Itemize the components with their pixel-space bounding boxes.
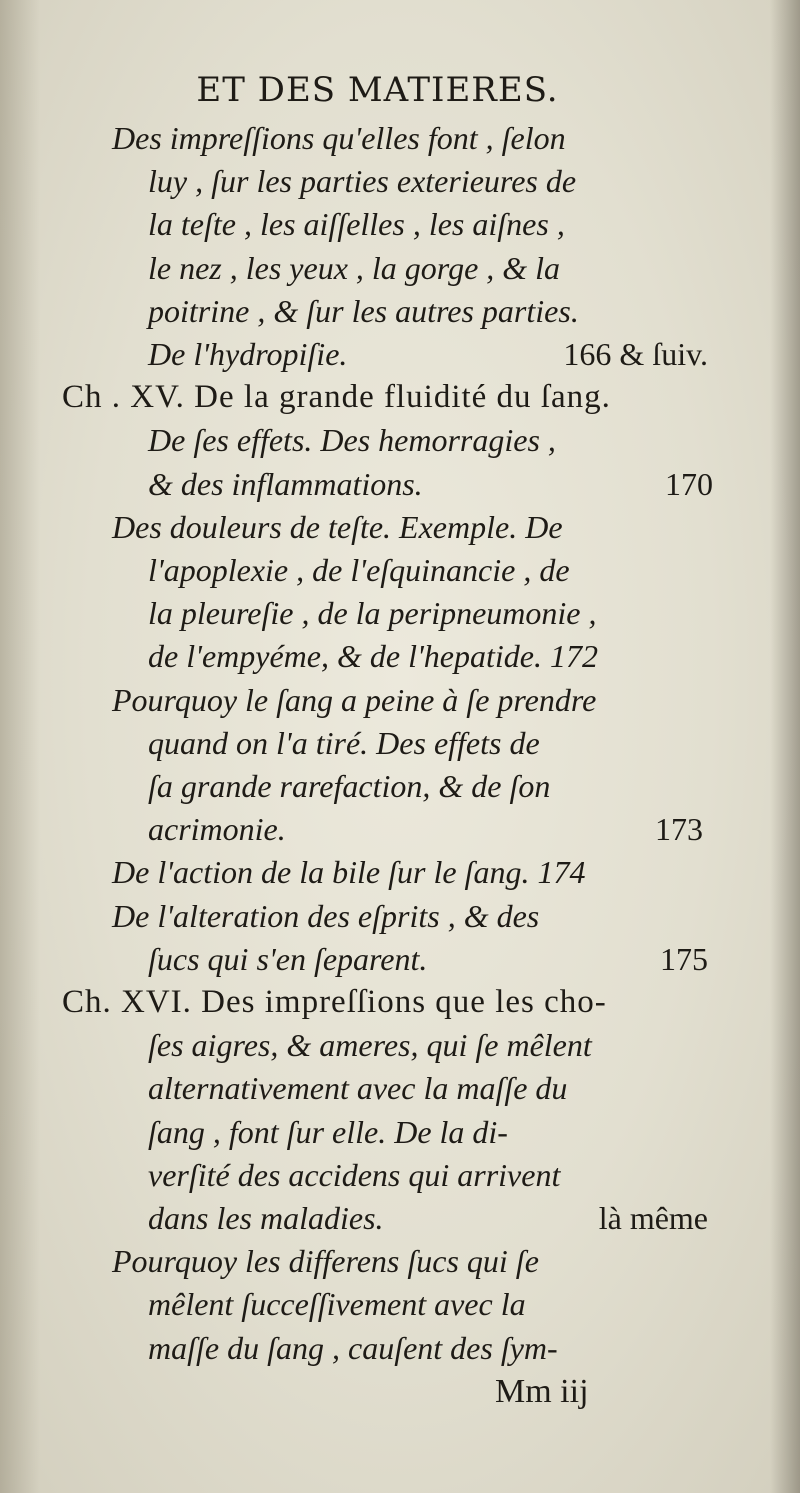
index-line: maſſe du ſang , cauſent des ſym- bbox=[148, 1329, 558, 1366]
index-line: poitrine , & ſur les autres parties. bbox=[148, 292, 579, 329]
index-line: Des douleurs de teſte. Exemple. De bbox=[112, 508, 563, 545]
index-line: quand on l'a tiré. Des effets de bbox=[148, 724, 540, 761]
page-number: là même bbox=[598, 1200, 708, 1236]
index-line: luy , ſur les parties exterieures de bbox=[148, 163, 577, 200]
index-line: De l'hydropiſie. 166 & ſuiv. bbox=[148, 336, 708, 372]
index-line: de l'empyéme, & de l'hepatide. 172 bbox=[148, 638, 598, 675]
index-line: De l'action de la bile ſur le ſang. 174 bbox=[112, 854, 586, 891]
index-line: Des impreſſions qu'elles font , ſelon bbox=[112, 120, 566, 156]
page-edge-shadow-left bbox=[0, 0, 40, 1493]
index-line: la pleureſie , de la peripneumonie , bbox=[148, 595, 597, 632]
page-number: 166 & ſuiv. bbox=[563, 336, 708, 372]
page-number: 175 bbox=[660, 940, 708, 977]
index-line: De ſes effets. Des hemorragies , bbox=[148, 422, 556, 459]
running-header: ET DES MATIERES. bbox=[196, 70, 559, 110]
page-number: 173 bbox=[655, 811, 703, 848]
page-number: 170 bbox=[665, 465, 713, 502]
index-line: acrimonie. 173 bbox=[148, 811, 703, 848]
index-line: Pourquoy le ſang a peine à ſe prendre bbox=[112, 681, 597, 718]
index-line: alternativement avec la maſſe du bbox=[148, 1070, 568, 1107]
index-line: Pourquoy les differens ſucs qui ſe bbox=[112, 1243, 539, 1280]
index-line: & des inflammations. 170 bbox=[148, 465, 713, 502]
chapter-heading-xvi: Ch. XVI. Des impreſſions que les cho- bbox=[62, 984, 607, 1020]
index-line: ſes aigres, & ameres, qui ſe mêlent bbox=[148, 1027, 592, 1064]
index-line: verſité des accidens qui arrivent bbox=[148, 1156, 561, 1193]
index-line: ſang , font ſur elle. De la di- bbox=[148, 1113, 508, 1150]
index-line: le nez , les yeux , la gorge , & la bbox=[148, 249, 561, 286]
index-line: ſa grande rarefaction, & de ſon bbox=[148, 768, 551, 804]
page-edge-shadow-right bbox=[770, 0, 800, 1493]
index-line: l'apoplexie , de l'eſquinancie , de bbox=[148, 552, 570, 588]
index-line: la teſte , les aiſſelles , les aiſnes , bbox=[148, 206, 565, 243]
signature-mark: Mm iij bbox=[495, 1372, 589, 1410]
index-line: dans les maladies. là même bbox=[148, 1200, 708, 1236]
index-line: ſucs qui s'en ſeparent. 175 bbox=[148, 940, 708, 977]
index-line: De l'alteration des eſprits , & des bbox=[112, 897, 540, 934]
chapter-heading-xv: Ch . XV. De la grande fluidité du ſang. bbox=[62, 379, 611, 416]
index-line: mêlent ſucceſſivement avec la bbox=[148, 1286, 526, 1323]
